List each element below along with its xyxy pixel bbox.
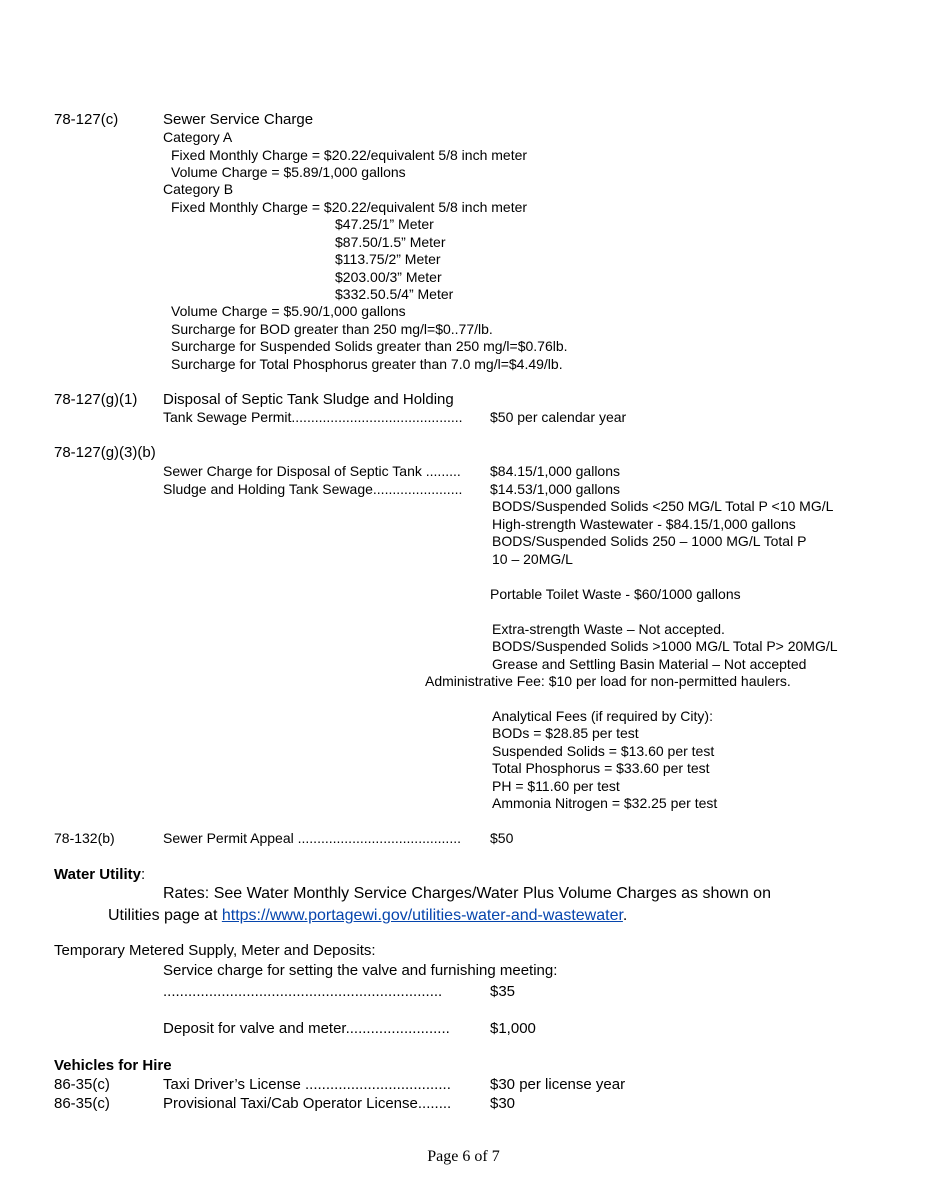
water-heading-colon: : <box>140 866 146 883</box>
service-dots: ................................................................... <box>163 983 443 1000</box>
temporary-heading: Temporary Metered Supply, Meter and Deposits: <box>54 942 376 959</box>
analytical-line: Ammonia Nitrogen = $32.25 per test <box>492 795 718 811</box>
note-line: Extra-strength Waste – Not accepted. <box>492 621 725 637</box>
fee-amount: $50 <box>490 830 514 846</box>
fee-amount: $14.53/1,000 gallons <box>490 481 620 497</box>
fee-amount: $30 per license year <box>490 1076 626 1093</box>
fee-line: Sewer Permit Appeal .......................................... <box>163 830 461 846</box>
section-code: 86-35(c) <box>54 1076 110 1093</box>
note-line: BODS/Suspended Solids <250 MG/L Total P <10 MG/L <box>492 498 834 514</box>
fee-amount: $84.15/1,000 gallons <box>490 463 620 479</box>
meter-fee: $113.75/2” Meter <box>335 251 441 267</box>
analytical-line: BODs = $28.85 per test <box>492 725 639 741</box>
rates-prefix: Utilities page at <box>108 907 222 924</box>
note-line: High-strength Wastewater - $84.15/1,000 gallons <box>492 516 796 532</box>
fee-amount: $1,000 <box>490 1020 536 1037</box>
fee-line: Surcharge for Total Phosphorus greater than 7.0 mg/l=$4.49/lb. <box>171 356 563 372</box>
vehicles-heading: Vehicles for Hire <box>54 1057 172 1074</box>
rates-line <box>108 906 627 926</box>
analytical-line: Suspended Solids = $13.60 per test <box>492 743 715 759</box>
section-code: 78-132(b) <box>54 830 115 846</box>
note-line: Grease and Settling Basin Material – Not accepted <box>492 656 807 672</box>
fee-line: Provisional Taxi/Cab Operator License........ <box>163 1095 452 1112</box>
fee-line: Fixed Monthly Charge = $20.22/equivalent 5/8 inch meter <box>171 199 528 215</box>
meter-fee: $87.50/1.5” Meter <box>335 234 446 250</box>
service-line: Service charge for setting the valve and furnishing meeting: <box>163 962 558 979</box>
analytical-line: PH = $11.60 per test <box>492 778 620 794</box>
section-code: 78-127(g)(1) <box>54 391 138 408</box>
deposit-line: Deposit for valve and meter......................... <box>163 1020 450 1037</box>
fee-amount: $30 <box>490 1095 516 1112</box>
section-code: 78-127(c) <box>54 111 119 128</box>
fee-line: Volume Charge = $5.90/1,000 gallons <box>171 303 406 319</box>
fee-amount: $50 per calendar year <box>490 409 627 425</box>
note-line: BODS/Suspended Solids >1000 MG/L Total P> 20MG/L <box>492 638 838 654</box>
section-code: 78-127(g)(3)(b) <box>54 444 156 461</box>
category-label: Category A <box>163 129 233 145</box>
meter-fee: $47.25/1” Meter <box>335 216 434 232</box>
fee-line: Surcharge for BOD greater than 250 mg/l=$0..77/lb. <box>171 321 493 337</box>
fee-line: Sludge and Holding Tank Sewage....................... <box>163 481 463 497</box>
note-line: 10 – 20MG/L <box>492 551 573 567</box>
note-line: BODS/Suspended Solids 250 – 1000 MG/L Total P <box>492 533 807 549</box>
fee-line: Sewer Charge for Disposal of Septic Tank ......... <box>163 463 461 479</box>
fee-line: Taxi Driver’s License ................................... <box>163 1076 451 1093</box>
page-number: Page 6 of 7 <box>427 1148 500 1165</box>
section-title: Disposal of Septic Tank Sludge and Holding <box>163 391 454 408</box>
fee-line: Tank Sewage Permit............................................ <box>163 409 463 425</box>
water-heading-text: Water Utility <box>54 866 141 883</box>
fee-line: Fixed Monthly Charge = $20.22/equivalent 5/8 inch meter <box>171 147 528 163</box>
analytical-line: Total Phosphorus = $33.60 per test <box>492 760 710 776</box>
meter-fee: $332.50.5/4” Meter <box>335 286 454 302</box>
rates-line: Rates: See Water Monthly Service Charges/Water Plus Volume Charges as shown on <box>163 885 771 902</box>
fee-amount: $35 <box>490 983 516 1000</box>
fee-line: Volume Charge = $5.89/1,000 gallons <box>171 164 406 180</box>
fee-line: Surcharge for Suspended Solids greater than 250 mg/l=$0.76lb. <box>171 338 568 354</box>
note-line: Administrative Fee: $10 per load for non-permitted haulers. <box>425 673 791 689</box>
analytical-line: Analytical Fees (if required by City): <box>492 708 713 724</box>
water-heading <box>54 866 145 884</box>
category-label: Category B <box>163 181 234 197</box>
utilities-link[interactable]: https://www.portagewi.gov/utilities-water-and-wastewater <box>221 907 623 924</box>
section-title: Sewer Service Charge <box>163 111 314 128</box>
meter-fee: $203.00/3” Meter <box>335 269 442 285</box>
note-line: Portable Toilet Waste - $60/1000 gallons <box>490 586 741 602</box>
section-code: 86-35(c) <box>54 1095 110 1112</box>
rates-suffix: . <box>622 907 628 924</box>
